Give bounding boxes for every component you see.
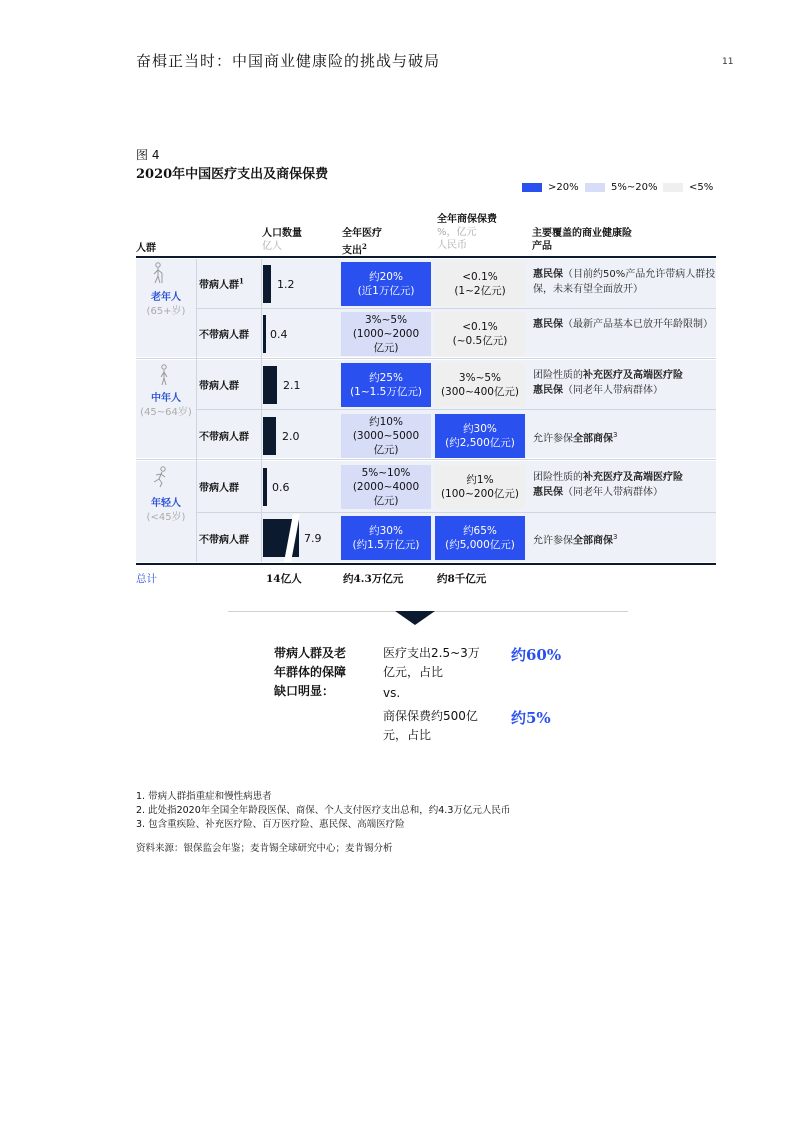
group-age-elderly: (65+岁): [146, 306, 186, 317]
product-text: [533, 267, 718, 297]
premium-cell: [435, 414, 525, 458]
summary-value-premium: 约5%: [511, 709, 551, 727]
column-header-group: 人群: [136, 243, 156, 254]
premium-header-unit1: %，亿元: [437, 227, 477, 238]
row-subgroup-label: 不带病人群: [199, 330, 249, 341]
premium-cell: [435, 312, 525, 356]
premium-header-title: 全年商保保费: [437, 214, 497, 225]
premium-line1: 约65%: [463, 525, 497, 537]
spend-line3: 亿元): [373, 495, 399, 507]
spend-cell: [341, 312, 431, 356]
population-value: 0.6: [272, 481, 290, 494]
adult-person-icon: [157, 364, 171, 390]
population-header-unit: 亿人: [262, 241, 282, 252]
premium-line2: (100~200亿元): [440, 488, 520, 500]
population-value: 1.2: [277, 278, 295, 291]
product-text: [533, 470, 718, 500]
product-bold: 补充医疗及高端医疗险: [583, 472, 683, 483]
spend-line2: (近1万亿元): [357, 285, 415, 297]
summary-lead-line2: 年群体的保障: [274, 665, 347, 679]
axis-break-icon: [284, 514, 300, 562]
running-person-icon: [150, 466, 170, 492]
product-text: [533, 317, 718, 332]
spend-line3: 亿元): [373, 444, 399, 456]
row-subgroup-label: [199, 276, 244, 291]
spend-header-line1: 全年医疗: [342, 228, 382, 239]
legend-item-mid: [585, 182, 657, 193]
spend-line1: 5%~10%: [361, 467, 411, 479]
spend-cell: [341, 262, 431, 306]
product-sup: 3: [613, 431, 618, 439]
row-subgroup-label: 带病人群: [199, 483, 239, 494]
spend-cell: [341, 414, 431, 458]
population-bar: [263, 265, 271, 303]
premium-line2: (1~2亿元): [454, 285, 506, 297]
summary-item2-line2: 元，占比: [383, 728, 432, 742]
product-desc: 允许参保: [533, 433, 573, 445]
summary-item-premium: [383, 707, 478, 745]
source-note: 资料来源：银保监会年鉴；麦肯锡全球研究中心；麦肯锡分析: [136, 843, 393, 854]
spend-line1: 约20%: [369, 271, 403, 283]
total-population: 14亿人: [266, 573, 302, 585]
product-text: [533, 530, 718, 548]
footnote-1: 1. 带病人群指重症和慢性病患者: [136, 791, 272, 802]
product-desc: 团险性质的: [533, 472, 583, 483]
down-arrow-icon: [395, 611, 435, 625]
population-value: 2.1: [283, 379, 301, 392]
total-premium: 约8千亿元: [437, 573, 487, 585]
column-header-spend: [342, 227, 382, 257]
row-separator: [196, 512, 716, 513]
product-desc: 允许参保: [533, 535, 573, 547]
legend-label-mid: 5%~20%: [611, 182, 658, 193]
population-bar: [263, 417, 276, 455]
product-bold: 全部商保: [573, 433, 613, 445]
total-rule: [136, 563, 716, 565]
footnote-3: 3. 包含重疾险、补充医疗险、百万医疗险、惠民保、高端医疗险: [136, 819, 405, 830]
spend-cell: [341, 363, 431, 407]
column-header-premium: [437, 213, 497, 252]
population-value: 2.0: [282, 430, 300, 443]
premium-line2: (300~400亿元): [440, 386, 520, 398]
row-separator: [196, 409, 716, 410]
spend-line1: 约30%: [369, 525, 403, 537]
premium-line2: (约2,500亿元): [445, 437, 515, 449]
footnote-2: 2. 此处指2020年全国全年龄段医保、商保、个人支付医疗支出总和，约4.3万亿元人民币: [136, 805, 511, 816]
figure-title: 2020年中国医疗支出及商保保费: [136, 167, 329, 182]
premium-cell: [435, 465, 525, 509]
spend-header-sup: 2: [362, 242, 367, 251]
vertical-separator: [261, 259, 262, 562]
spend-line3: 亿元): [373, 342, 399, 354]
premium-cell: [435, 262, 525, 306]
group-name-young: 年轻人: [151, 498, 181, 509]
row-subgroup-label: 带病人群: [199, 381, 239, 392]
spend-line2: (3000~5000: [352, 430, 420, 442]
legend-item-low: [663, 182, 713, 193]
total-label: 总计: [136, 573, 157, 585]
spend-header-line2: 支出: [342, 245, 362, 257]
product-bold: 惠民保: [533, 319, 563, 330]
population-value: 7.9: [304, 532, 322, 545]
premium-header-unit2: 人民币: [437, 240, 467, 251]
product-text: [533, 368, 718, 398]
group-age-middle: (45~64岁): [140, 407, 192, 418]
product-bold: 惠民保: [533, 385, 563, 396]
spend-cell: [341, 516, 431, 560]
spend-line1: 约25%: [369, 372, 403, 384]
product-sup: 3: [613, 533, 618, 541]
product-desc: （最新产品基本已放开年龄限制）: [563, 319, 713, 330]
premium-cell: [435, 516, 525, 560]
group-age-young: (<45岁): [146, 512, 186, 523]
summary-value-spend: 约60%: [511, 646, 562, 664]
spend-line1: 约10%: [369, 416, 403, 428]
product-header-line1: 主要覆盖的商业健康险: [532, 228, 632, 239]
product-text: [533, 428, 718, 446]
premium-line2: (~0.5亿元): [452, 335, 508, 347]
premium-line1: <0.1%: [462, 271, 498, 283]
spend-line2: (1~1.5万亿元): [350, 386, 422, 398]
population-header-title: 人口数量: [262, 228, 302, 239]
spend-cell: [341, 465, 431, 509]
document-header-title: 奋楫正当时：中国商业健康险的挑战与破局: [136, 52, 441, 70]
subgroup-sup: 1: [239, 276, 244, 286]
summary-item2-line1: 商保保费约500亿: [383, 709, 478, 723]
summary-lead: [274, 644, 346, 701]
spend-line2: (1000~2000: [352, 328, 420, 340]
product-bold: 全部商保: [573, 535, 613, 547]
row-subgroup-label: 不带病人群: [199, 535, 249, 546]
subgroup-text: 带病人群: [199, 280, 239, 291]
legend-swatch-high: [522, 183, 542, 192]
population-bar: [263, 468, 267, 506]
premium-cell: [435, 363, 525, 407]
product-desc: （同老年人带病群体）: [563, 385, 663, 396]
population-value: 0.4: [270, 328, 288, 341]
premium-line1: 3%~5%: [458, 372, 502, 384]
spend-line2: (2000~4000: [352, 481, 420, 493]
product-desc: （同老年人带病群体）: [563, 487, 663, 498]
summary-item1-line2: 亿元，占比: [383, 665, 444, 679]
figure-label: 图 4: [136, 148, 160, 162]
row-subgroup-label: 不带病人群: [199, 432, 249, 443]
vertical-separator: [196, 259, 197, 562]
group-name-middle: 中年人: [151, 393, 181, 404]
summary-item-spend: [383, 644, 480, 682]
group-name-elderly: 老年人: [151, 292, 181, 303]
summary-lead-line1: 带病人群及老: [274, 646, 347, 660]
product-bold: 补充医疗及高端医疗险: [583, 370, 683, 381]
legend-swatch-mid: [585, 183, 605, 192]
premium-line1: 约30%: [463, 423, 497, 435]
legend-swatch-low: [663, 183, 683, 192]
column-header-population: [262, 227, 302, 253]
page-number: 11: [722, 57, 734, 67]
population-bar: [263, 315, 266, 353]
header-rule: [136, 256, 716, 258]
group-separator: [136, 459, 716, 460]
legend-label-high: >20%: [548, 182, 579, 193]
legend-item-high: [522, 182, 579, 193]
product-bold: 惠民保: [533, 487, 563, 498]
premium-line1: 约1%: [466, 474, 494, 486]
summary-vs: vs.: [383, 686, 401, 700]
spend-line1: 3%~5%: [364, 314, 408, 326]
column-header-product: [532, 227, 632, 253]
product-bold: 惠民保: [533, 269, 563, 280]
row-separator: [196, 308, 716, 309]
product-desc: 团险性质的: [533, 370, 583, 381]
summary-lead-line3: 缺口明显：: [274, 684, 335, 698]
elderly-person-icon: [150, 262, 164, 288]
population-bar: [263, 366, 277, 404]
summary-item1-line1: 医疗支出2.5~3万: [383, 646, 480, 660]
premium-line2: (约5,000亿元): [445, 539, 515, 551]
group-separator: [136, 358, 716, 359]
premium-line1: <0.1%: [462, 321, 498, 333]
spend-line2: (约1.5万亿元): [352, 539, 420, 551]
legend-label-low: <5%: [689, 182, 714, 193]
product-desc: （目前约50%产品允许带病人群投保，未来有望全面放开）: [533, 269, 716, 295]
total-spend: 约4.3万亿元: [343, 573, 404, 585]
footnotes: [136, 790, 510, 832]
product-header-line2: 产品: [532, 241, 552, 252]
